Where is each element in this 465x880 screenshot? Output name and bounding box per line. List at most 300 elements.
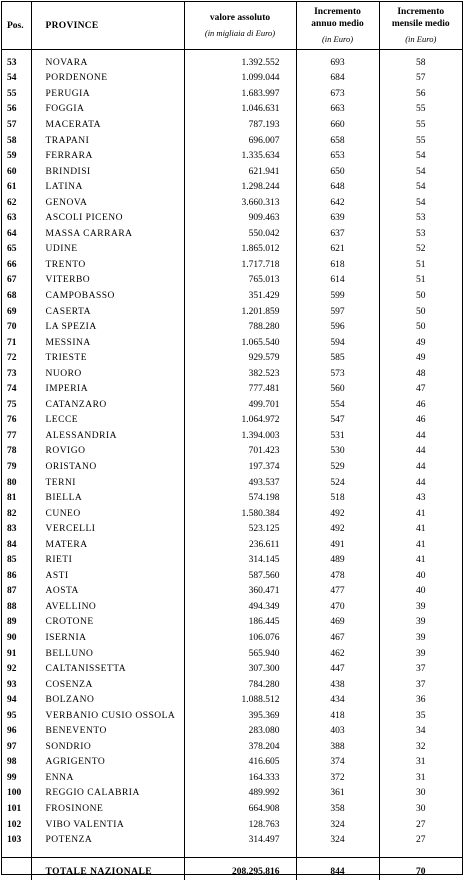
row-valore: 1.065.540 xyxy=(184,335,296,351)
header-incremento-mensile xyxy=(379,2,462,50)
row-valore: 1.865.012 xyxy=(184,242,296,258)
table-row xyxy=(2,568,462,584)
row-annuo: 639 xyxy=(296,210,379,226)
table-row xyxy=(2,148,462,164)
row-province: MATERA xyxy=(31,537,184,553)
row-province: RIETI xyxy=(31,553,184,569)
row-pos: 65 xyxy=(7,244,17,255)
row-valore: 1.580.384 xyxy=(184,506,296,522)
row-mensile: 54 xyxy=(379,148,462,164)
row-valore: 378.204 xyxy=(184,739,296,755)
row-mensile: 57 xyxy=(379,71,462,87)
row-province: GENOVA xyxy=(31,195,184,211)
total-row xyxy=(2,865,462,880)
row-annuo: 469 xyxy=(296,615,379,631)
row-province: CALTANISSETTA xyxy=(31,661,184,677)
row-pos: 60 xyxy=(7,166,17,177)
row-annuo: 492 xyxy=(296,521,379,537)
row-valore: 565.940 xyxy=(184,646,296,662)
row-mensile: 54 xyxy=(379,179,462,195)
row-province: TERNI xyxy=(31,475,184,491)
row-mensile: 56 xyxy=(379,86,462,102)
table-row xyxy=(2,117,462,133)
row-valore: 929.579 xyxy=(184,350,296,366)
row-annuo: 467 xyxy=(296,630,379,646)
row-pos: 59 xyxy=(7,151,17,162)
table-row xyxy=(2,164,462,180)
row-annuo: 489 xyxy=(296,553,379,569)
row-province: AVELLINO xyxy=(31,599,184,615)
row-annuo: 434 xyxy=(296,692,379,708)
row-annuo: 438 xyxy=(296,677,379,693)
row-mensile: 27 xyxy=(379,832,462,848)
row-province: IMPERIA xyxy=(31,381,184,397)
row-valore: 307.300 xyxy=(184,661,296,677)
row-annuo: 663 xyxy=(296,102,379,118)
row-pos: 58 xyxy=(7,135,17,146)
row-mensile: 31 xyxy=(379,755,462,771)
table-row xyxy=(2,102,462,118)
header-valore-title: valore assoluto xyxy=(209,13,271,23)
row-mensile: 39 xyxy=(379,599,462,615)
row-annuo: 491 xyxy=(296,537,379,553)
row-province: VITERBO xyxy=(31,273,184,289)
row-annuo: 358 xyxy=(296,801,379,817)
row-province: CUNEO xyxy=(31,506,184,522)
row-pos: 94 xyxy=(7,695,17,706)
row-province: VERBANIO CUSIO OSSOLA xyxy=(31,708,184,724)
row-pos: 61 xyxy=(7,182,17,193)
row-mensile: 53 xyxy=(379,210,462,226)
row-valore: 1.683.997 xyxy=(184,86,296,102)
table-row xyxy=(2,817,462,833)
row-pos: 89 xyxy=(7,617,17,628)
table-row xyxy=(2,537,462,553)
table-row xyxy=(2,475,462,491)
table-row xyxy=(2,506,462,522)
row-pos: 92 xyxy=(7,664,17,675)
row-province: POTENZA xyxy=(31,832,184,848)
row-province: ISERNIA xyxy=(31,630,184,646)
row-province: LA SPEZIA xyxy=(31,319,184,335)
row-province: BOLZANO xyxy=(31,692,184,708)
row-annuo: 478 xyxy=(296,568,379,584)
row-annuo: 658 xyxy=(296,133,379,149)
table-row xyxy=(2,801,462,817)
row-valore: 395.369 xyxy=(184,708,296,724)
table-row xyxy=(2,444,462,460)
row-annuo: 554 xyxy=(296,397,379,413)
row-mensile: 39 xyxy=(379,630,462,646)
row-valore: 1.046.631 xyxy=(184,102,296,118)
row-pos: 76 xyxy=(7,415,17,426)
row-mensile: 54 xyxy=(379,195,462,211)
row-valore: 283.080 xyxy=(184,724,296,740)
row-pos: 83 xyxy=(7,524,17,535)
row-mensile: 44 xyxy=(379,475,462,491)
table-row xyxy=(2,646,462,662)
row-province: PERUGIA xyxy=(31,86,184,102)
row-valore: 550.042 xyxy=(184,226,296,242)
row-valore: 197.374 xyxy=(184,459,296,475)
row-province: PORDENONE xyxy=(31,71,184,87)
row-annuo: 477 xyxy=(296,584,379,600)
row-annuo: 693 xyxy=(296,55,379,71)
row-valore: 489.992 xyxy=(184,786,296,802)
header-mensile-sub: (in Euro) xyxy=(405,34,437,44)
table-row xyxy=(2,413,462,429)
row-pos: 68 xyxy=(7,290,17,301)
row-annuo: 324 xyxy=(296,817,379,833)
row-mensile: 39 xyxy=(379,615,462,631)
row-province: ROVIGO xyxy=(31,444,184,460)
total-annuo: 844 xyxy=(296,865,379,880)
row-mensile: 36 xyxy=(379,692,462,708)
row-pos: 69 xyxy=(7,306,17,317)
row-province: BELLUNO xyxy=(31,646,184,662)
row-province: MACERATA xyxy=(31,117,184,133)
row-province: LECCE xyxy=(31,413,184,429)
row-valore: 314.497 xyxy=(184,832,296,848)
row-pos: 96 xyxy=(7,726,17,737)
row-annuo: 642 xyxy=(296,195,379,211)
row-province: CAMPOBASSO xyxy=(31,288,184,304)
row-province: MASSA CARRARA xyxy=(31,226,184,242)
row-mensile: 50 xyxy=(379,319,462,335)
row-mensile: 50 xyxy=(379,288,462,304)
row-valore: 186.445 xyxy=(184,615,296,631)
row-pos: 103 xyxy=(7,835,22,846)
row-mensile: 39 xyxy=(379,646,462,662)
row-province: ORISTANO xyxy=(31,459,184,475)
row-pos: 100 xyxy=(7,788,22,799)
row-province: LATINA xyxy=(31,179,184,195)
row-valore: 1.099.044 xyxy=(184,71,296,87)
table-row xyxy=(2,428,462,444)
table-row xyxy=(2,55,462,71)
row-valore: 696.007 xyxy=(184,133,296,149)
row-annuo: 524 xyxy=(296,475,379,491)
row-province: CATANZARO xyxy=(31,397,184,413)
row-annuo: 560 xyxy=(296,381,379,397)
table-row xyxy=(2,273,462,289)
row-annuo: 597 xyxy=(296,304,379,320)
row-annuo: 324 xyxy=(296,832,379,848)
header-pos: Pos. xyxy=(2,2,31,50)
table-row xyxy=(2,335,462,351)
row-province: VIBO VALENTIA xyxy=(31,817,184,833)
row-valore: 1.064.972 xyxy=(184,413,296,429)
table-row xyxy=(2,366,462,382)
row-pos: 66 xyxy=(7,259,17,270)
row-annuo: 594 xyxy=(296,335,379,351)
row-mensile: 35 xyxy=(379,708,462,724)
row-valore: 494.349 xyxy=(184,599,296,615)
table-row xyxy=(2,553,462,569)
table-row xyxy=(2,71,462,87)
header-annuo-title-1: Incremento xyxy=(314,7,361,17)
province-ranking-table xyxy=(2,2,462,880)
row-province: ASTI xyxy=(31,568,184,584)
header-annuo-sub: (in Euro) xyxy=(321,34,354,44)
row-mensile: 49 xyxy=(379,335,462,351)
total-mensile: 70 xyxy=(379,865,462,880)
row-valore: 909.463 xyxy=(184,210,296,226)
row-province: BIELLA xyxy=(31,490,184,506)
row-mensile: 46 xyxy=(379,397,462,413)
row-valore: 1.392.552 xyxy=(184,55,296,71)
table-row xyxy=(2,490,462,506)
table-row xyxy=(2,692,462,708)
row-pos: 74 xyxy=(7,384,17,395)
table-row xyxy=(2,210,462,226)
row-valore: 128.763 xyxy=(184,817,296,833)
row-valore: 574.198 xyxy=(184,490,296,506)
row-annuo: 403 xyxy=(296,724,379,740)
row-mensile: 44 xyxy=(379,444,462,460)
table-row xyxy=(2,770,462,786)
row-annuo: 518 xyxy=(296,490,379,506)
table-row xyxy=(2,677,462,693)
row-pos: 97 xyxy=(7,741,17,752)
row-mensile: 50 xyxy=(379,304,462,320)
row-pos: 63 xyxy=(7,213,17,224)
table-row xyxy=(2,195,462,211)
row-pos: 82 xyxy=(7,508,17,519)
row-pos: 102 xyxy=(7,819,22,830)
row-mensile: 43 xyxy=(379,490,462,506)
table-row xyxy=(2,304,462,320)
row-annuo: 529 xyxy=(296,459,379,475)
row-mensile: 41 xyxy=(379,553,462,569)
table-row xyxy=(2,381,462,397)
table-row xyxy=(2,832,462,848)
row-mensile: 37 xyxy=(379,661,462,677)
row-valore: 621.941 xyxy=(184,164,296,180)
row-province: REGGIO CALABRIA xyxy=(31,786,184,802)
province-table-document xyxy=(1,1,463,878)
header-valore-sub: (in migliaia di Euro) xyxy=(204,28,276,38)
table-row xyxy=(2,599,462,615)
row-pos: 54 xyxy=(7,73,17,84)
table-row xyxy=(2,397,462,413)
row-annuo: 614 xyxy=(296,273,379,289)
table-row xyxy=(2,615,462,631)
row-mensile: 37 xyxy=(379,677,462,693)
row-mensile: 55 xyxy=(379,133,462,149)
row-pos: 72 xyxy=(7,353,17,364)
row-annuo: 547 xyxy=(296,413,379,429)
row-pos: 62 xyxy=(7,197,17,208)
row-pos: 78 xyxy=(7,446,17,457)
row-province: TRENTO xyxy=(31,257,184,273)
row-province: FERRARA xyxy=(31,148,184,164)
table-row xyxy=(2,86,462,102)
header-valore-assoluto xyxy=(184,2,296,50)
row-pos: 88 xyxy=(7,601,17,612)
row-province: CROTONE xyxy=(31,615,184,631)
row-mensile: 51 xyxy=(379,257,462,273)
row-annuo: 599 xyxy=(296,288,379,304)
row-mensile: 41 xyxy=(379,537,462,553)
table-row xyxy=(2,257,462,273)
row-province: AOSTA xyxy=(31,584,184,600)
row-mensile: 44 xyxy=(379,428,462,444)
row-valore: 1.394.003 xyxy=(184,428,296,444)
row-province: CASERTA xyxy=(31,304,184,320)
row-annuo: 470 xyxy=(296,599,379,615)
row-valore: 777.481 xyxy=(184,381,296,397)
row-valore: 1.335.634 xyxy=(184,148,296,164)
row-province: SONDRIO xyxy=(31,739,184,755)
row-mensile: 30 xyxy=(379,786,462,802)
row-pos: 53 xyxy=(7,57,17,68)
row-province: TRIESTE xyxy=(31,350,184,366)
row-province: FOGGIA xyxy=(31,102,184,118)
row-valore: 499.701 xyxy=(184,397,296,413)
row-province: BENEVENTO xyxy=(31,724,184,740)
row-mensile: 51 xyxy=(379,273,462,289)
row-mensile: 52 xyxy=(379,242,462,258)
total-valore: 208.295.816 xyxy=(184,865,296,880)
row-pos: 79 xyxy=(7,461,17,472)
row-pos: 91 xyxy=(7,648,17,659)
row-annuo: 530 xyxy=(296,444,379,460)
row-province: FROSINONE xyxy=(31,801,184,817)
row-valore: 701.423 xyxy=(184,444,296,460)
row-province: ALESSANDRIA xyxy=(31,428,184,444)
row-pos: 55 xyxy=(7,88,17,99)
row-mensile: 48 xyxy=(379,366,462,382)
table-row xyxy=(2,179,462,195)
row-mensile: 40 xyxy=(379,584,462,600)
row-annuo: 684 xyxy=(296,71,379,87)
row-mensile: 58 xyxy=(379,55,462,71)
row-valore: 351.429 xyxy=(184,288,296,304)
row-pos: 56 xyxy=(7,104,17,115)
row-valore: 236.611 xyxy=(184,537,296,553)
row-province: BRINDISI xyxy=(31,164,184,180)
row-valore: 314.145 xyxy=(184,553,296,569)
row-province: ENNA xyxy=(31,770,184,786)
row-province: ASCOLI PICENO xyxy=(31,210,184,226)
row-pos: 80 xyxy=(7,477,17,488)
table-header xyxy=(2,2,462,50)
row-pos: 71 xyxy=(7,337,17,348)
row-province: AGRIGENTO xyxy=(31,755,184,771)
row-mensile: 30 xyxy=(379,801,462,817)
row-annuo: 492 xyxy=(296,506,379,522)
row-valore: 360.471 xyxy=(184,584,296,600)
row-valore: 1.717.718 xyxy=(184,257,296,273)
row-pos: 81 xyxy=(7,493,17,504)
row-pos: 86 xyxy=(7,570,17,581)
row-pos: 75 xyxy=(7,399,17,410)
table-row xyxy=(2,319,462,335)
row-mensile: 55 xyxy=(379,117,462,133)
table-row xyxy=(2,459,462,475)
row-province: TRAPANI xyxy=(31,133,184,149)
row-pos: 77 xyxy=(7,430,17,441)
table-row xyxy=(2,661,462,677)
row-annuo: 573 xyxy=(296,366,379,382)
table-row xyxy=(2,786,462,802)
row-pos: 84 xyxy=(7,539,17,550)
row-pos: 85 xyxy=(7,555,17,566)
row-mensile: 54 xyxy=(379,164,462,180)
row-valore: 1.201.859 xyxy=(184,304,296,320)
row-province: COSENZA xyxy=(31,677,184,693)
row-pos: 98 xyxy=(7,757,17,768)
row-valore: 493.537 xyxy=(184,475,296,491)
header-mensile-title-2: mensile medio xyxy=(391,19,450,29)
row-valore: 1.088.512 xyxy=(184,692,296,708)
row-valore: 587.560 xyxy=(184,568,296,584)
table-row xyxy=(2,350,462,366)
row-valore: 788.280 xyxy=(184,319,296,335)
row-mensile: 32 xyxy=(379,739,462,755)
row-mensile: 46 xyxy=(379,413,462,429)
row-valore: 787.193 xyxy=(184,117,296,133)
header-province: PROVINCE xyxy=(31,2,184,50)
table-row xyxy=(2,226,462,242)
row-annuo: 585 xyxy=(296,350,379,366)
table-row xyxy=(2,288,462,304)
row-annuo: 361 xyxy=(296,786,379,802)
row-valore: 164.333 xyxy=(184,770,296,786)
row-pos: 87 xyxy=(7,586,17,597)
table-row xyxy=(2,724,462,740)
row-annuo: 447 xyxy=(296,661,379,677)
row-pos: 101 xyxy=(7,804,22,815)
row-province: UDINE xyxy=(31,242,184,258)
row-valore: 784.280 xyxy=(184,677,296,693)
row-mensile: 31 xyxy=(379,770,462,786)
row-annuo: 418 xyxy=(296,708,379,724)
row-pos: 93 xyxy=(7,679,17,690)
row-valore: 382.523 xyxy=(184,366,296,382)
row-annuo: 637 xyxy=(296,226,379,242)
header-annuo-title-2: annuo medio xyxy=(311,19,364,29)
row-pos: 64 xyxy=(7,228,17,239)
row-pos: 67 xyxy=(7,275,17,286)
row-annuo: 673 xyxy=(296,86,379,102)
row-annuo: 660 xyxy=(296,117,379,133)
row-mensile: 40 xyxy=(379,568,462,584)
row-province: MESSINA xyxy=(31,335,184,351)
table-row xyxy=(2,630,462,646)
row-mensile: 55 xyxy=(379,102,462,118)
row-valore: 3.660.313 xyxy=(184,195,296,211)
table-row xyxy=(2,521,462,537)
row-mensile: 41 xyxy=(379,521,462,537)
row-annuo: 531 xyxy=(296,428,379,444)
row-mensile: 47 xyxy=(379,381,462,397)
row-annuo: 462 xyxy=(296,646,379,662)
row-pos: 90 xyxy=(7,633,17,643)
table-row xyxy=(2,584,462,600)
row-annuo: 650 xyxy=(296,164,379,180)
row-annuo: 372 xyxy=(296,770,379,786)
row-province: NOVARA xyxy=(31,55,184,71)
row-valore: 664.908 xyxy=(184,801,296,817)
table-row xyxy=(2,242,462,258)
row-province: VERCELLI xyxy=(31,521,184,537)
table-row xyxy=(2,755,462,771)
row-province: NUORO xyxy=(31,366,184,382)
row-valore: 523.125 xyxy=(184,521,296,537)
table-row xyxy=(2,739,462,755)
